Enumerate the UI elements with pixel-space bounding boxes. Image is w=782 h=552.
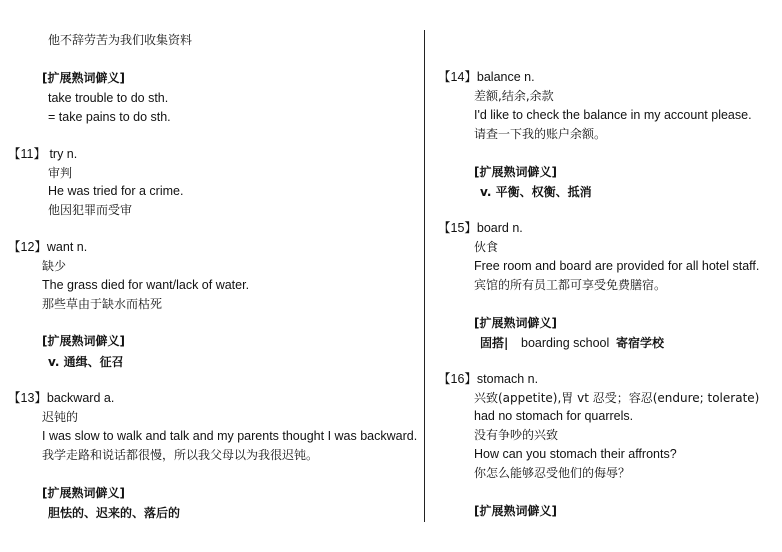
- right-column: [432, 0, 782, 552]
- ext5-collocation-cn: 寄宿学校: [616, 336, 665, 350]
- entry-16-meaning: 兴致(appetite),胃 vt 忍受；容忍(endure; tolerate): [474, 391, 760, 405]
- ext3-line: 胆怯的、迟来的、落后的: [48, 506, 181, 520]
- entry-13-meaning: 迟钝的: [42, 410, 79, 424]
- entry-16-example-2: How can you stomach their affronts?: [474, 447, 677, 461]
- ext5-collocation-label: 固搭|: [480, 336, 509, 350]
- entry-16-translation-2: 你怎么能够忍受他们的侮辱？: [474, 466, 631, 480]
- entry-14-heading: 【14】balance n.: [438, 70, 535, 84]
- entry-14-meaning: 差额,结余,余款: [474, 89, 554, 103]
- entry-13-example: I was slow to walk and talk and my parents thought I was backward.: [42, 429, 418, 443]
- ext1-line2: = take pains to do sth.: [48, 110, 171, 124]
- ext1-line1: take trouble to do sth.: [48, 91, 169, 105]
- entry-14-example: I'd like to check the balance in my account please.: [474, 108, 752, 122]
- intro-translation: 他不辞劳苦为我们收集资料: [48, 33, 193, 47]
- entry-12-meaning: 缺少: [42, 259, 67, 273]
- ext-title-5: [扩展熟词僻义]: [474, 316, 557, 330]
- entry-12-example: The grass died for want/lack of water.: [42, 278, 250, 292]
- ext4-line: v. 平衡、权衡、抵消: [480, 185, 592, 199]
- ext-title-3: [扩展熟词僻义]: [42, 486, 125, 500]
- column-divider: [424, 30, 425, 522]
- entry-13-translation: 我学走路和说话都很慢，所以我父母以为我很迟钝。: [42, 448, 319, 462]
- entry-15-example: Free room and board are provided for all hotel staff.: [474, 259, 760, 273]
- entry-13-heading: 【13】backward a.: [8, 391, 115, 405]
- entry-16-translation-1: 没有争吵的兴致: [474, 428, 559, 442]
- entry-16-heading: 【16】stomach n.: [438, 372, 539, 386]
- entry-15-heading: 【15】board n.: [438, 221, 523, 235]
- entry-11-example: He was tried for a crime.: [48, 184, 184, 198]
- entry-16-example-1: had no stomach for quarrels.: [474, 409, 634, 423]
- entry-11-translation: 他因犯罪而受审: [48, 203, 133, 217]
- ext-title-2: [扩展熟词僻义]: [42, 334, 125, 348]
- ext-title-6: [扩展熟词僻义]: [474, 504, 557, 518]
- entry-15-meaning: 伙食: [474, 240, 499, 254]
- entry-11-meaning: 审判: [48, 166, 73, 180]
- entry-15-translation: 宾馆的所有员工都可享受免费膳宿。: [474, 278, 667, 292]
- entry-12-heading: 【12】want n.: [8, 240, 88, 254]
- entry-12-translation: 那些草由于缺水而枯死: [42, 297, 163, 311]
- ext-title-4: [扩展熟词僻义]: [474, 165, 557, 179]
- ext2-line: v. 通缉、征召: [48, 355, 124, 369]
- entry-14-translation: 请查一下我的账户余额。: [474, 127, 607, 141]
- ext-title-1: [扩展熟词僻义]: [42, 71, 125, 85]
- ext5-collocation-en: boarding school: [521, 336, 610, 350]
- entry-11-heading: 【11】 try n.: [8, 147, 78, 161]
